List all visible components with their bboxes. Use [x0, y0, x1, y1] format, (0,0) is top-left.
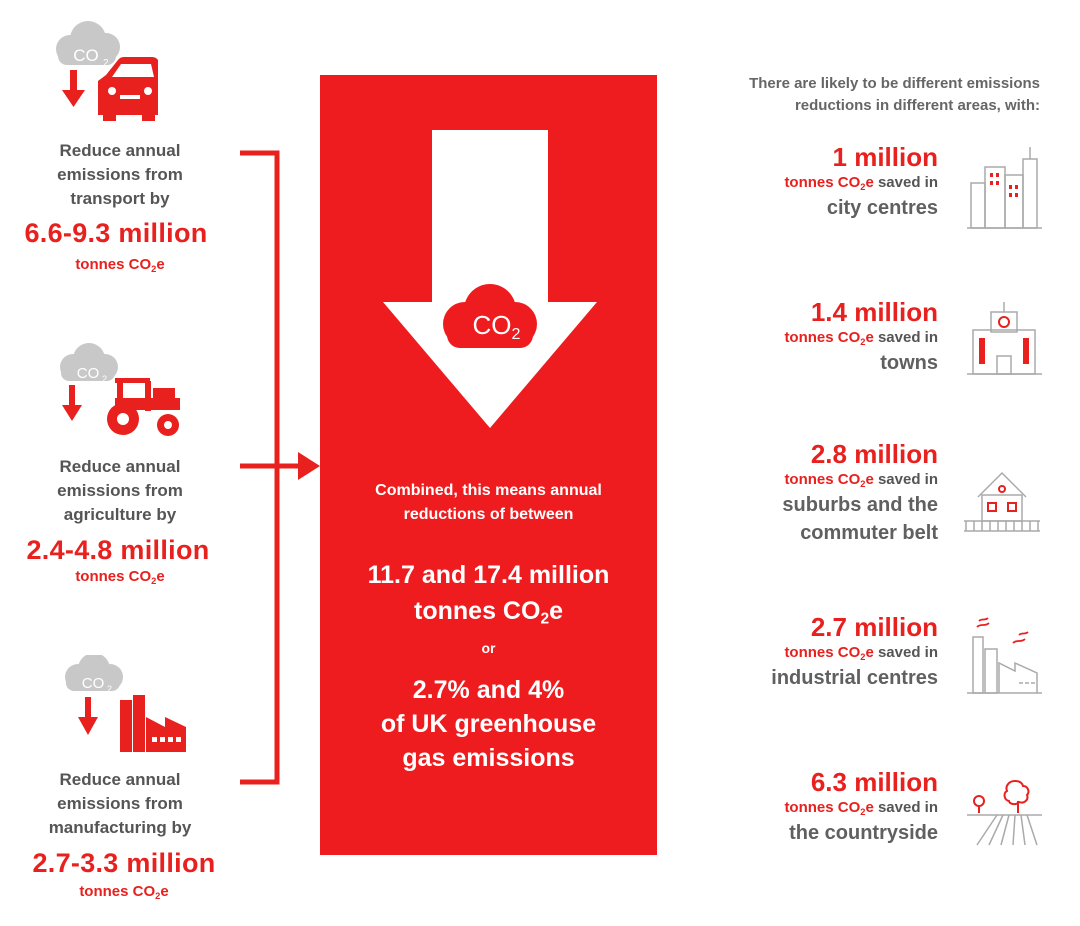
area-unit: [784, 327, 938, 349]
unit-suffix: e: [549, 597, 563, 625]
panel-intro: [320, 479, 657, 527]
unit-text: tonnes CO: [75, 568, 152, 585]
industrial-icon: [967, 613, 1042, 695]
unit-suffix: e: [865, 174, 874, 191]
unit-suffix: e: [865, 644, 874, 661]
panel-or: or: [481, 640, 496, 656]
area-place: towns: [880, 352, 938, 374]
co2-sub: 2: [511, 324, 521, 343]
area-place: city centres: [826, 197, 938, 219]
area-unit: [784, 797, 938, 819]
area-suburbs: [782, 439, 938, 547]
summary-panel: [320, 75, 657, 855]
svg-text:2: 2: [107, 684, 113, 694]
area-amount: 2.8 million: [810, 439, 938, 469]
intro-line: reductions in different areas, with:: [794, 97, 1040, 114]
unit-suffix: e: [156, 256, 165, 273]
svg-text:CO: CO: [73, 46, 99, 65]
unit-suffix: e: [865, 471, 874, 488]
svg-text:2: 2: [102, 374, 108, 384]
label-line: emissions from: [57, 794, 183, 813]
unit-text: tonnes CO: [784, 644, 861, 661]
co2-text: CO: [472, 310, 512, 340]
area-city: [784, 142, 938, 222]
suburb-house-icon: [962, 465, 1042, 535]
svg-text:CO: CO: [81, 675, 105, 692]
unit-sub: 2: [860, 478, 866, 489]
saved-in-text: saved in: [873, 799, 938, 816]
saved-in-text: saved in: [873, 471, 938, 488]
city-icon: [967, 145, 1042, 230]
area-unit: [771, 642, 938, 664]
label-line: Reduce annual: [59, 141, 181, 160]
label-line: manufacturing by: [48, 818, 192, 837]
manufacturing-amount: 2.7-3.3 million: [32, 848, 216, 878]
label-line: Reduce annual: [59, 457, 181, 476]
unit-sub: 2: [540, 610, 550, 628]
unit-text: tonnes CO: [75, 256, 152, 273]
label-line: emissions from: [57, 481, 183, 500]
area-amount: 1 million: [832, 142, 938, 172]
right-intro: [749, 73, 1040, 117]
unit-text: tonnes CO: [784, 174, 861, 191]
intro-line: Combined, this means annual: [375, 482, 602, 499]
panel-unit: [320, 597, 657, 626]
percent-line: 2.7% and 4%: [412, 676, 565, 704]
area-place: industrial centres: [771, 667, 938, 689]
manufacturing-label: [20, 768, 220, 840]
unit-suffix: e: [865, 799, 874, 816]
manufacturing-unit: [24, 883, 224, 900]
label-line: emissions from: [57, 165, 183, 184]
unit-text: tonnes CO: [414, 597, 541, 625]
unit-sub: 2: [151, 575, 157, 586]
percent-line: gas emissions: [402, 744, 575, 772]
svg-text:2: 2: [103, 58, 109, 69]
saved-in-text: saved in: [873, 329, 938, 346]
transport-unit: [20, 256, 220, 273]
tractor-icon: [55, 343, 185, 438]
area-towns: [784, 297, 938, 377]
area-amount: 2.7 million: [810, 612, 938, 642]
co2-cloud-label: [328, 310, 665, 341]
svg-text:CO: CO: [76, 365, 100, 382]
area-unit: [782, 469, 938, 491]
unit-sub: 2: [860, 336, 866, 347]
intro-line: reductions of between: [403, 506, 574, 523]
transport-icon-group: [48, 15, 158, 125]
area-place: commuter belt: [800, 522, 938, 544]
label-line: agriculture by: [63, 505, 177, 524]
unit-sub: 2: [860, 651, 866, 662]
panel-range: 11.7 and 17.4 million: [367, 561, 610, 589]
label-line: Reduce annual: [59, 770, 181, 789]
arrow-head-icon: [298, 452, 320, 480]
bracket-connector: [240, 150, 320, 790]
unit-text: tonnes CO: [784, 471, 861, 488]
panel-percent: [320, 673, 657, 775]
area-place: the countryside: [789, 822, 938, 844]
factory-icon: [60, 655, 190, 755]
agriculture-amount: 2.4-4.8 million: [26, 535, 210, 565]
countryside-icon: [967, 775, 1042, 847]
car-icon: [48, 15, 158, 125]
unit-suffix: e: [156, 568, 165, 585]
percent-line: of UK greenhouse: [380, 710, 597, 738]
manufacturing-icon-group: [60, 655, 190, 755]
agriculture-unit: [20, 568, 220, 585]
intro-line: There are likely to be different emissions: [749, 75, 1040, 92]
area-amount: 1.4 million: [810, 297, 938, 327]
agriculture-label: [20, 455, 220, 527]
unit-suffix: e: [865, 329, 874, 346]
unit-sub: 2: [860, 181, 866, 192]
area-unit: [784, 172, 938, 194]
unit-text: tonnes CO: [784, 329, 861, 346]
town-hall-icon: [967, 300, 1042, 380]
unit-text: tonnes CO: [79, 883, 156, 900]
agriculture-icon-group: [55, 343, 185, 438]
transport-label: [20, 139, 220, 211]
saved-in-text: saved in: [873, 644, 938, 661]
area-industrial: [771, 612, 938, 692]
label-line: transport by: [70, 189, 170, 208]
unit-text: tonnes CO: [784, 799, 861, 816]
unit-suffix: e: [160, 883, 169, 900]
transport-amount: 6.6-9.3 million: [24, 218, 208, 248]
unit-sub: 2: [151, 263, 157, 274]
unit-sub: 2: [155, 890, 161, 901]
unit-sub: 2: [860, 806, 866, 817]
area-amount: 6.3 million: [810, 767, 938, 797]
area-place: suburbs and the: [782, 494, 938, 516]
saved-in-text: saved in: [873, 174, 938, 191]
area-countryside: [784, 767, 938, 847]
